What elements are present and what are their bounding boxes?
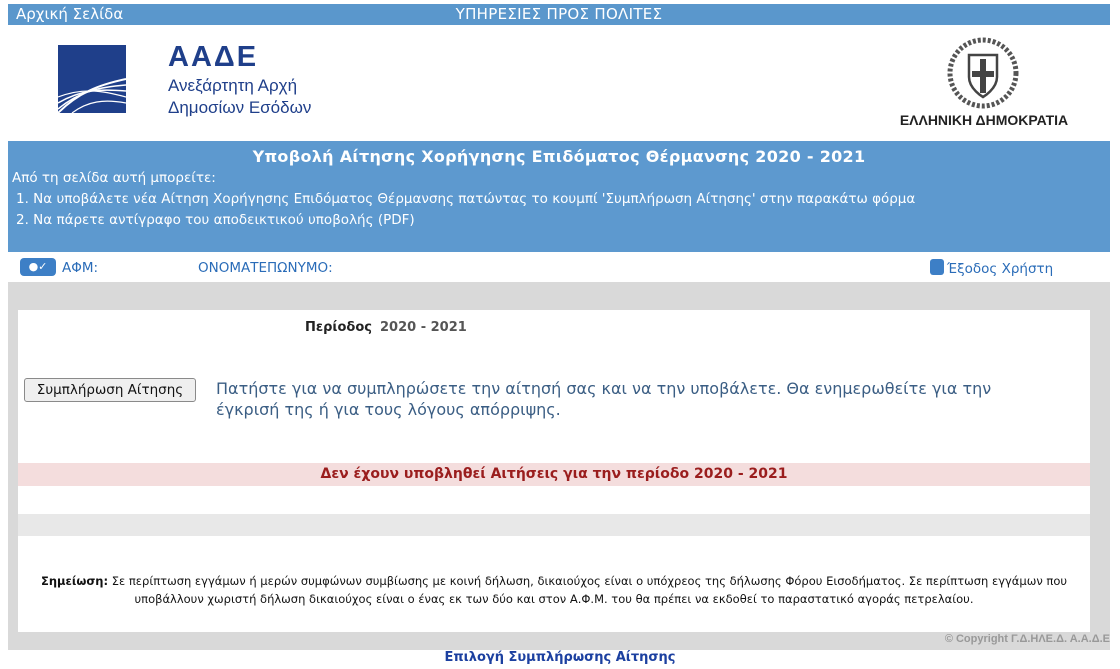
no-applications-alert: Δεν έχουν υποβληθεί Αιτήσεις για την περίοδο 2020 - 2021 bbox=[18, 463, 1090, 486]
info-banner bbox=[8, 141, 1110, 252]
greek-coat-of-arms-icon bbox=[947, 37, 1019, 109]
period-value: 2020 - 2021 bbox=[380, 320, 467, 335]
page-title: Υποβολή Αίτησης Χορήγησης Επιδόματος Θέρμανσης 2020 - 2021 bbox=[252, 147, 866, 166]
note-text: Σε περίπτωση εγγάμων ή μερών συμφώνων συμβίωσης με κοινή δήλωση, δικαιούχος είναι ο υπόχρεος της δήλωσης Φόρου Εισοδήματος. Σε περίπτωση εγγάμων που υποβάλλουν χωριστή δήλωση δικαιούχος είναι ο ένας εκ των δύο και στον Α.Φ.Μ. του θα πρέπει να εκδοθεί το παραστατικό αγοράς πετρελαίου. bbox=[111, 574, 1068, 606]
republic-label: ΕΛΛΗΝΙΚΗ ΔΗΜΟΚΡΑΤΙΑ bbox=[899, 112, 1069, 128]
banner-item-2: 2. Να πάρετε αντίγραφο του αποδεικτικού υποβολής (PDF) bbox=[16, 212, 415, 228]
brand-header bbox=[8, 25, 1110, 141]
arrow-up-icon bbox=[930, 259, 944, 275]
services-title: ΥΠΗΡΕΣΙΕΣ ΠΡΟΣ ΠΟΛΙΤΕΣ bbox=[455, 5, 663, 23]
copyright-text: © Copyright Γ.Δ.ΗΛΕ.Δ. Α.Α.Δ.Ε bbox=[944, 633, 1110, 645]
application-form-panel bbox=[18, 310, 1090, 632]
banner-item-1: 1. Να υποβάλετε νέα Αίτηση Χορήγησης Επιδόματος Θέρμανσης πατώντας το κουμπί 'Συμπλήρωση Αίτησης' στην παρακάτω φόρμα bbox=[16, 191, 916, 207]
user-bar bbox=[8, 252, 1110, 282]
divider-stripe bbox=[18, 514, 1090, 536]
logout-label: Έξοδος Χρήστη bbox=[947, 261, 1054, 277]
name-label: ΟΝΟΜΑΤΕΠΩΝΥΜΟ: bbox=[198, 260, 333, 276]
period-row bbox=[305, 320, 467, 335]
top-nav-bar bbox=[8, 4, 1110, 25]
note-block bbox=[20, 572, 1088, 608]
logo-acronym: ΑΑΔΕ bbox=[168, 41, 259, 73]
aade-logo-text bbox=[168, 41, 311, 118]
footer-selection-label: Επιλογή Συμπλήρωσης Αίτησης bbox=[444, 650, 676, 665]
fill-help-text: Πατήστε για να συμπληρώσετε την αίτησή σας και να την υποβάλετε. Θα ενημερωθείτε για την έγκρισή της ή για τους λόγους απόρριψης. bbox=[216, 379, 992, 419]
fill-application-button[interactable]: Συμπλήρωση Αίτησης bbox=[24, 378, 196, 402]
logo-line2: Δημοσίων Εσόδων bbox=[168, 98, 312, 117]
note-label: Σημείωση: bbox=[40, 574, 109, 588]
home-link[interactable]: Αρχική Σελίδα bbox=[16, 5, 124, 23]
logout-link[interactable] bbox=[930, 259, 1053, 277]
user-check-icon: ●✓ bbox=[20, 258, 56, 276]
logo-line1: Ανεξάρτητη Αρχή bbox=[168, 76, 298, 95]
banner-intro: Από τη σελίδα αυτή μπορείτε: bbox=[12, 170, 216, 186]
afm-label: ΑΦΜ: bbox=[62, 260, 99, 276]
aade-logo-icon bbox=[58, 45, 126, 113]
period-label: Περίοδος bbox=[305, 320, 372, 335]
